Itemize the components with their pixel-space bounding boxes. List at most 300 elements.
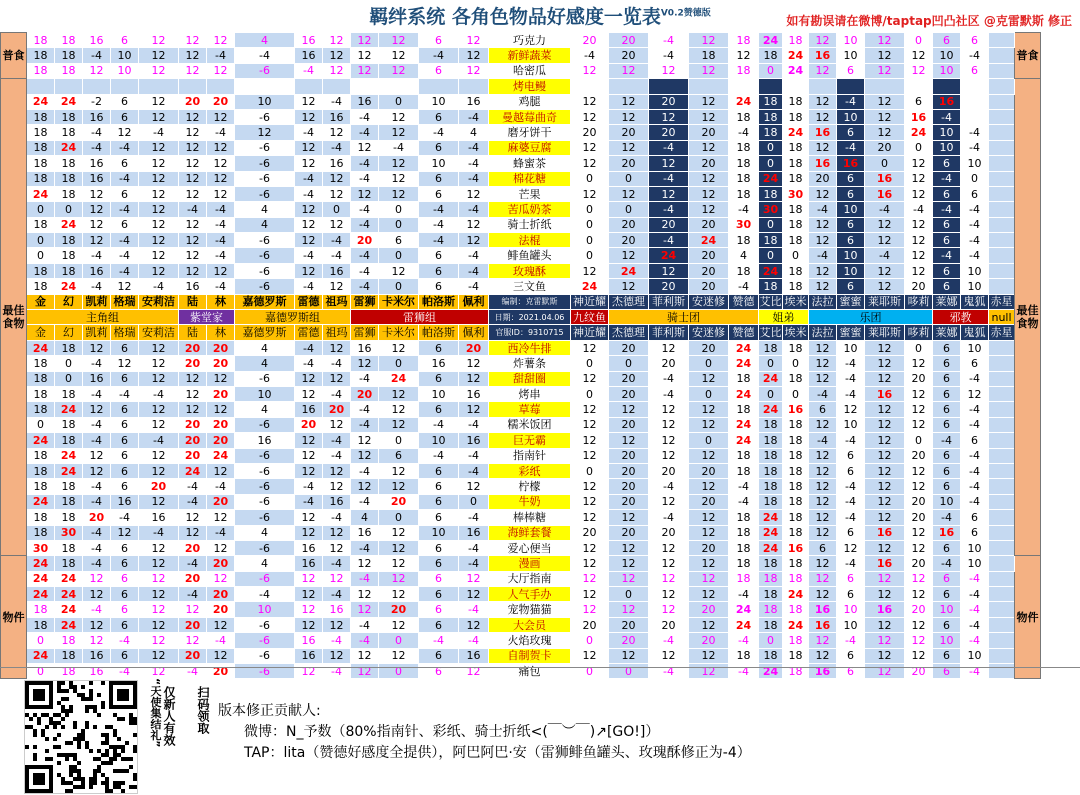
affinity-cell: -4 [83,556,111,571]
character-name: 佩利 [459,294,489,309]
affinity-cell: 0 [689,433,729,448]
affinity-cell: -4 [837,433,865,448]
character-name: 安迷修 [689,325,729,340]
affinity-cell: 18 [759,587,783,602]
affinity-cell: -4 [83,433,111,448]
affinity-cell [989,587,1015,602]
character-name: 哆莉 [905,325,933,340]
affinity-cell: 18 [55,433,83,448]
affinity-cell: -4 [419,125,459,140]
affinity-cell: 18 [55,540,83,555]
affinity-cell: 16 [809,125,837,140]
affinity-cell: 12 [865,340,905,355]
affinity-cell: 20 [207,340,235,355]
affinity-cell [351,79,379,94]
affinity-cell: 4 [235,556,295,571]
affinity-cell: 18 [759,617,783,632]
group-name: 嘉德罗斯组 [235,310,351,325]
affinity-cell: 24 [55,617,83,632]
affinity-cell: 10 [961,648,989,663]
affinity-cell: 12 [571,402,609,417]
affinity-cell: 16 [783,540,809,555]
affinity-cell: -4 [933,109,961,124]
affinity-cell: 18 [759,479,783,494]
affinity-cell: 12 [207,463,235,478]
affinity-cell: -4 [459,140,489,155]
affinity-cell: -4 [459,448,489,463]
affinity-cell: 6 [379,233,419,248]
affinity-cell: 18 [759,94,783,109]
affinity-cell: 12 [809,494,837,509]
affinity-cell: 12 [865,63,905,78]
affinity-cell: 30 [759,202,783,217]
affinity-cell: -4 [207,525,235,540]
affinity-cell: 20 [179,94,207,109]
affinity-cell [989,433,1015,448]
affinity-cell: -6 [235,463,295,478]
affinity-cell: 12 [295,109,323,124]
affinity-cell: 12 [139,33,179,48]
affinity-cell: -4 [961,448,989,463]
affinity-cell: 20 [179,648,207,663]
affinity-cell: 18 [27,125,55,140]
affinity-cell: 12 [865,587,905,602]
affinity-cell: 18 [27,602,55,617]
affinity-cell: -4 [323,448,351,463]
affinity-cell: -6 [235,448,295,463]
affinity-cell: 0 [609,356,649,371]
affinity-cell: 18 [783,448,809,463]
affinity-cell: 6 [837,217,865,232]
affinity-cell: 6 [837,448,865,463]
item-row [1,648,1041,663]
affinity-cell: -4 [865,202,905,217]
affinity-cell: 18 [759,233,783,248]
affinity-cell: 12 [689,448,729,463]
affinity-cell: 6 [837,171,865,186]
affinity-cell: 12 [865,664,905,679]
affinity-cell: 16 [809,156,837,171]
affinity-cell: 12 [905,248,933,263]
affinity-cell: 12 [295,433,323,448]
item-row [1,233,1041,248]
affinity-cell: 0 [379,202,419,217]
affinity-cell: 12 [351,448,379,463]
affinity-cell: 12 [905,479,933,494]
affinity-cell: 12 [865,633,905,648]
affinity-cell: -4 [83,386,111,401]
affinity-cell: 12 [351,186,379,201]
affinity-cell: -4 [837,386,865,401]
affinity-cell [235,79,295,94]
affinity-cell: 20 [179,340,207,355]
affinity-cell: 24 [27,186,55,201]
affinity-cell: -6 [235,171,295,186]
affinity-cell [989,186,1015,201]
affinity-cell: -4 [379,140,419,155]
affinity-cell: -4 [837,140,865,155]
affinity-cell: 12 [111,525,139,540]
affinity-cell: 20 [139,479,179,494]
item-name: 玫瑰酥 [489,263,571,278]
affinity-cell: -4 [83,248,111,263]
affinity-cell: 6 [419,140,459,155]
affinity-cell: 24 [379,371,419,386]
affinity-cell: 24 [729,356,759,371]
affinity-cell: 0 [27,633,55,648]
affinity-cell: 12 [689,571,729,586]
affinity-cell: 12 [905,525,933,540]
affinity-cell: 6 [933,417,961,432]
affinity-cell: 16 [323,156,351,171]
affinity-cell: 0 [571,217,609,232]
affinity-cell: -4 [933,433,961,448]
affinity-cell: 18 [27,140,55,155]
affinity-cell: 6 [961,186,989,201]
affinity-cell: 6 [111,417,139,432]
affinity-cell: 0 [961,171,989,186]
affinity-cell: 0 [571,356,609,371]
affinity-cell: 6 [111,33,139,48]
character-name: 赤星 [990,326,1013,340]
affinity-cell: 12 [139,571,179,586]
affinity-cell: 20 [905,556,933,571]
affinity-cell: 12 [609,94,649,109]
affinity-cell: 0 [905,140,933,155]
affinity-cell: 12 [649,433,689,448]
affinity-cell: 24 [759,263,783,278]
affinity-cell: 24 [571,279,609,294]
affinity-cell [809,79,837,94]
affinity-cell: 10 [111,63,139,78]
item-row [1,556,1041,571]
item-name: 自制贺卡 [489,648,571,663]
affinity-cell: -4 [837,494,865,509]
affinity-cell: 12 [83,633,111,648]
item-name: 海鲜套餐 [489,525,571,540]
affinity-cell: 12 [609,648,649,663]
affinity-cell: 0 [27,664,55,679]
affinity-cell: 0 [759,140,783,155]
affinity-cell: 12 [323,48,351,63]
item-row [1,248,1041,263]
group-name: null [989,310,1015,325]
affinity-cell [989,617,1015,632]
affinity-cell: -4 [961,587,989,602]
affinity-cell: 12 [809,279,837,294]
affinity-cell: -4 [459,540,489,555]
affinity-cell: 24 [783,63,809,78]
affinity-cell: 12 [139,140,179,155]
affinity-cell [865,79,905,94]
qr-invite: 仅新人有效 [162,686,176,746]
affinity-cell: 12 [865,33,905,48]
affinity-cell: 24 [689,233,729,248]
affinity-cell: 6 [111,340,139,355]
affinity-cell: 24 [27,571,55,586]
affinity-cell: 18 [27,386,55,401]
affinity-cell: 20 [905,664,933,679]
affinity-cell: 24 [905,125,933,140]
affinity-cell: 24 [55,402,83,417]
affinity-cell: 16 [111,494,139,509]
affinity-cell: 16 [83,664,111,679]
affinity-cell: 6 [419,602,459,617]
affinity-cell: -4 [179,479,207,494]
affinity-cell: 12 [139,540,179,555]
affinity-cell: 12 [649,571,689,586]
item-name: 磨牙饼干 [489,125,571,140]
affinity-cell: 20 [649,125,689,140]
affinity-cell: -4 [111,664,139,679]
affinity-cell: 12 [571,156,609,171]
affinity-cell: -6 [235,186,295,201]
affinity-cell: 18 [783,433,809,448]
affinity-cell: 6 [933,263,961,278]
affinity-cell: 6 [419,109,459,124]
affinity-cell: 16 [295,33,323,48]
affinity-cell: 18 [759,279,783,294]
affinity-cell: 6 [837,664,865,679]
affinity-cell: -4 [323,556,351,571]
character-name: 卡米尔 [379,294,419,309]
affinity-cell: 12 [379,587,419,602]
affinity-cell: 18 [55,648,83,663]
affinity-cell: 20 [689,494,729,509]
affinity-cell: 0 [571,233,609,248]
affinity-cell: -6 [235,479,295,494]
affinity-cell [989,63,1015,78]
affinity-cell: 6 [933,279,961,294]
affinity-cell: 0 [55,356,83,371]
affinity-cell: 4 [235,217,295,232]
affinity-cell: 0 [571,202,609,217]
affinity-cell: 0 [905,433,933,448]
affinity-cell: 20 [571,525,609,540]
affinity-cell [989,233,1015,248]
item-name: 法棍 [489,233,571,248]
character-header-row [1,325,1041,340]
character-name: 格瑞 [111,294,139,309]
affinity-cell: -4 [729,479,759,494]
item-row [1,48,1041,63]
affinity-cell: 6 [111,479,139,494]
affinity-cell: 20 [83,510,111,525]
contributor-tap: TAP：lita（赞德好感度全提供），阿巴阿巴·安（雷狮鲱鱼罐头、玫瑰酥修正为-4） [244,745,751,761]
affinity-cell: -4 [905,202,933,217]
affinity-cell: 18 [27,63,55,78]
affinity-cell: 16 [865,171,905,186]
affinity-cell: 12 [609,279,649,294]
affinity-cell: 24 [55,571,83,586]
item-name: 三文鱼 [489,279,571,294]
affinity-cell: 12 [809,417,837,432]
affinity-cell: -4 [419,633,459,648]
affinity-cell: -4 [649,664,689,679]
affinity-cell: 18 [759,494,783,509]
item-name: 牛奶 [489,494,571,509]
affinity-cell: 12 [689,587,729,602]
affinity-cell: 12 [379,402,419,417]
affinity-cell: -4 [139,386,179,401]
affinity-cell: 12 [207,63,235,78]
affinity-cell: 12 [649,63,689,78]
affinity-cell: 12 [323,525,351,540]
affinity-cell: 12 [689,617,729,632]
affinity-cell: 24 [783,587,809,602]
affinity-cell: 6 [837,63,865,78]
affinity-cell [989,79,1015,94]
affinity-cell: -4 [207,279,235,294]
affinity-cell: 20 [649,617,689,632]
character-name: 莱娜 [933,325,961,340]
affinity-cell [989,417,1015,432]
affinity-cell [295,79,323,94]
affinity-cell: -4 [961,479,989,494]
affinity-cell: 20 [207,386,235,401]
affinity-cell: -4 [351,156,379,171]
item-name: 痛包 [489,664,571,679]
affinity-cell: 16 [809,602,837,617]
affinity-cell: 10 [961,156,989,171]
group-name: 骑士团 [609,310,759,325]
affinity-cell: 20 [609,340,649,355]
affinity-cell: 12 [649,494,689,509]
affinity-cell: 18 [783,494,809,509]
affinity-cell: 6 [111,602,139,617]
affinity-cell: 10 [961,540,989,555]
affinity-cell: -4 [111,233,139,248]
affinity-cell: 18 [55,186,83,201]
affinity-cell: 20 [571,125,609,140]
affinity-cell: 12 [179,248,207,263]
character-name: 神近耀 [571,294,609,309]
affinity-cell: 6 [961,433,989,448]
affinity-cell: 24 [729,433,759,448]
affinity-cell: 4 [459,125,489,140]
affinity-cell: 12 [609,248,649,263]
affinity-cell: -4 [961,494,989,509]
affinity-cell: 12 [295,386,323,401]
affinity-cell: 6 [111,587,139,602]
affinity-cell: 18 [55,109,83,124]
item-row [1,617,1041,632]
affinity-cell [989,156,1015,171]
affinity-cell: 18 [759,463,783,478]
affinity-cell: 12 [379,386,419,401]
affinity-cell: -4 [111,633,139,648]
item-row [1,525,1041,540]
affinity-cell: -4 [351,540,379,555]
affinity-cell: 12 [83,617,111,632]
affinity-cell: 12 [865,402,905,417]
character-name: 嘉德罗斯 [235,294,295,309]
affinity-cell: 12 [351,356,379,371]
affinity-cell: 20 [207,433,235,448]
affinity-cell: 24 [27,340,55,355]
affinity-cell [419,79,459,94]
affinity-cell: 12 [351,433,379,448]
affinity-cell: -6 [235,140,295,155]
affinity-cell: 12 [809,525,837,540]
affinity-cell: 18 [759,571,783,586]
affinity-cell: 12 [179,263,207,278]
affinity-cell: 12 [571,602,609,617]
affinity-cell: -4 [649,33,689,48]
affinity-cell [989,602,1015,617]
affinity-cell: 12 [571,540,609,555]
affinity-cell: -6 [235,571,295,586]
item-row [1,263,1041,278]
affinity-cell: 18 [729,525,759,540]
affinity-cell: -4 [235,48,295,63]
affinity-cell: 0 [865,156,905,171]
affinity-cell: 18 [55,340,83,355]
affinity-cell: 12 [809,140,837,155]
affinity-cell: 16 [83,171,111,186]
affinity-cell: 12 [179,602,207,617]
affinity-cell: 0 [571,171,609,186]
affinity-cell: 12 [323,540,351,555]
affinity-cell: 16 [837,156,865,171]
affinity-cell: 12 [295,463,323,478]
affinity-cell: 0 [759,217,783,232]
affinity-cell: 18 [783,140,809,155]
affinity-cell [905,79,933,94]
affinity-cell: -4 [351,125,379,140]
affinity-cell: 20 [609,448,649,463]
affinity-cell: 16 [865,525,905,540]
affinity-cell: 12 [139,648,179,663]
affinity-cell: 6 [419,571,459,586]
item-row [1,94,1041,109]
affinity-cell [179,79,207,94]
affinity-cell: 12 [351,48,379,63]
affinity-cell: 0 [905,340,933,355]
affinity-cell: -6 [235,279,295,294]
item-row [1,633,1041,648]
group-name: 乐团 [809,310,933,325]
affinity-cell: 16 [295,402,323,417]
affinity-cell: -4 [961,571,989,586]
character-name: 菲利斯 [649,294,689,309]
affinity-cell: 12 [459,233,489,248]
affinity-cell: 6 [933,448,961,463]
affinity-cell: 18 [729,540,759,555]
affinity-cell: 18 [783,94,809,109]
affinity-cell: 18 [27,402,55,417]
affinity-cell [989,217,1015,232]
affinity-cell: 24 [27,433,55,448]
item-name: 指南针 [489,448,571,463]
affinity-cell: 12 [809,510,837,525]
affinity-cell: 20 [571,33,609,48]
affinity-cell: 0 [55,202,83,217]
character-name: 安莉洁 [139,325,179,340]
affinity-cell: 6 [961,525,989,540]
affinity-cell: 20 [609,479,649,494]
affinity-cell: 12 [179,48,207,63]
affinity-cell: 24 [27,556,55,571]
affinity-cell: -4 [83,494,111,509]
affinity-cell: 12 [689,109,729,124]
affinity-cell: -4 [419,48,459,63]
affinity-cell: 16 [323,602,351,617]
item-row [1,540,1041,555]
affinity-cell: 12 [649,556,689,571]
affinity-cell: -4 [179,556,207,571]
affinity-cell: 16 [295,633,323,648]
